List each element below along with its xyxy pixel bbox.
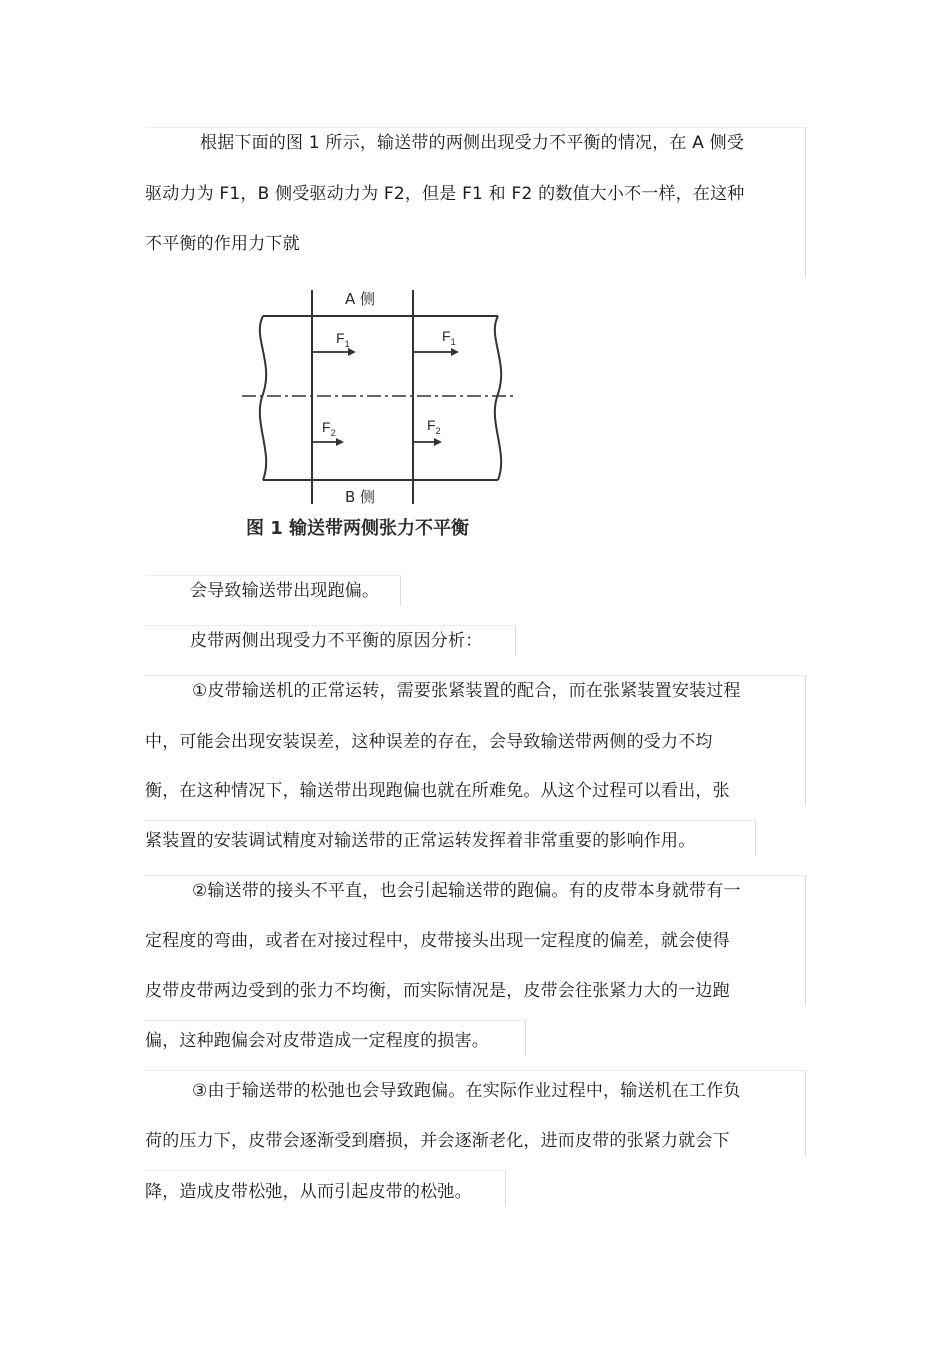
f1-label-left: $F_1$ xyxy=(336,330,350,349)
belt-tension-figure xyxy=(230,282,530,542)
side-a-label: A 侧 xyxy=(345,290,376,308)
point1-line-4: 紧装置的安装调试精度对输送带的正常运转发挥着非常重要的影响作用。 xyxy=(145,831,696,851)
analysis-title: 皮带两侧出现受力不平衡的原因分析： xyxy=(190,631,483,651)
f2-label-left: $F_2$ xyxy=(322,419,336,438)
point1-line-3: 衡，在这种情况下，输送带出现跑偏也就在所难免。从这个过程可以看出，张 xyxy=(145,781,730,801)
belt-diagram xyxy=(230,282,530,542)
intro-line-3: 不平衡的作用力下就 xyxy=(145,234,300,254)
intro-line-2: 驱动力为 F1，B 侧受驱动力为 F2，但是 F1 和 F2 的数值大小不一样，在这种 xyxy=(145,184,745,204)
point2-line-4: 偏，这种跑偏会对皮带造成一定程度的损害。 xyxy=(145,1031,489,1051)
point1-line-1: ①皮带输送机的正常运转，需要张紧装置的配合，而在张紧装置安装过程 xyxy=(192,681,741,701)
intro-line-1: 根据下面的图 1 所示，输送带的两侧出现受力不平衡的情况，在 A 侧受 xyxy=(200,133,745,153)
f2-label-right: $F_2$ xyxy=(427,417,441,436)
point3-line-1: ③由于输送带的松弛也会导致跑偏。在实际作业过程中，输送机在工作负 xyxy=(192,1081,741,1101)
point2-line-1: ②输送带的接头不平直，也会引起输送带的跑偏。有的皮带本身就带有一 xyxy=(192,881,741,901)
conclusion-text: 会导致输送带出现跑偏。 xyxy=(190,581,380,601)
point1-line-2: 中，可能会出现安装误差，这种误差的存在，会导致输送带两侧的受力不均 xyxy=(145,732,713,752)
point2-line-3: 皮带皮带两边受到的张力不均衡，而实际情况是，皮带会往张紧力大的一边跑 xyxy=(145,981,730,1001)
side-b-label: B 侧 xyxy=(345,488,376,506)
figure-caption: 图 1 输送带两侧张力不平衡 xyxy=(246,518,470,539)
point3-line-3: 降，造成皮带松弛，从而引起皮带的松弛。 xyxy=(145,1182,472,1202)
f1-label-right: $F_1$ xyxy=(442,328,456,347)
point3-line-2: 荷的压力下，皮带会逐渐受到磨损，并会逐渐老化，进而皮带的张紧力就会下 xyxy=(145,1131,730,1151)
point2-line-2: 定程度的弯曲，或者在对接过程中，皮带接头出现一定程度的偏差，就会使得 xyxy=(145,931,730,951)
